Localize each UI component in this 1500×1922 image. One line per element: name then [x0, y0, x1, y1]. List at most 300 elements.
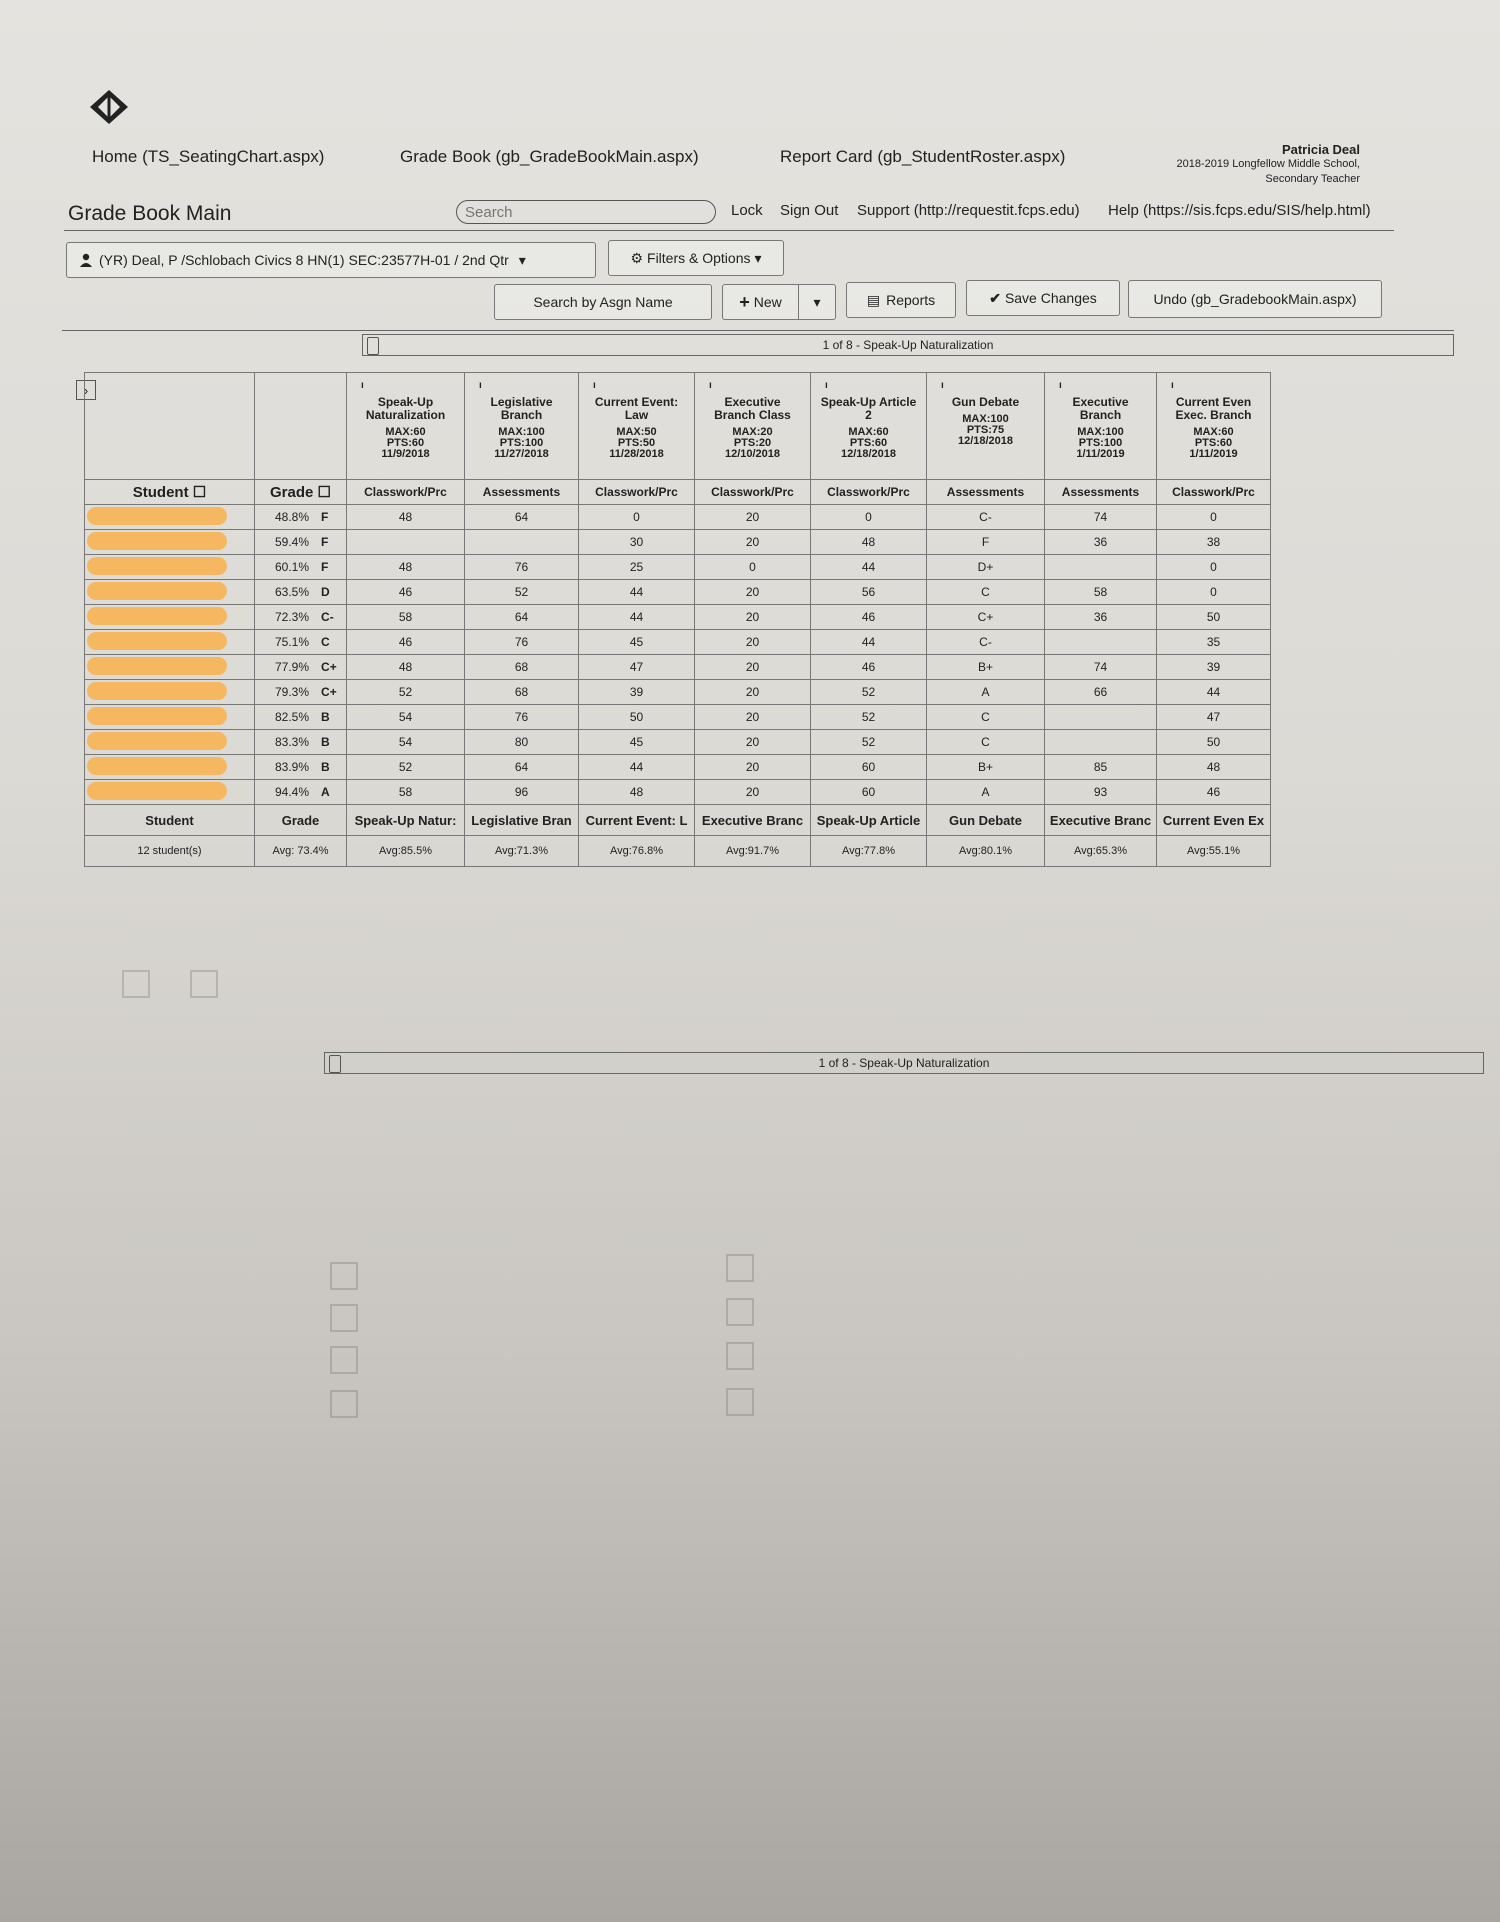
chevron-down-icon: ▾ [518, 251, 526, 268]
header-divider [64, 230, 1394, 231]
table-row[interactable] [85, 730, 1271, 755]
grade-cell [255, 755, 347, 780]
category-row [85, 480, 1271, 505]
assignment-max: MAX:50 [616, 426, 657, 438]
student-name-cell[interactable] [85, 655, 255, 680]
grade-letter: C- [321, 610, 334, 624]
plus-icon: + [739, 291, 750, 312]
category-cell: Assessments [465, 480, 579, 505]
filters-options-label: Filters & Options [647, 250, 751, 266]
assignment-average: Avg:55.1% [1157, 836, 1271, 867]
sort-marker: ı [593, 380, 596, 391]
redacted-student-name [87, 707, 227, 725]
category-cell: Classwork/Prc [695, 480, 811, 505]
assignment-max: MAX:60 [385, 426, 426, 438]
score-cell[interactable] [1045, 555, 1157, 580]
score-cell[interactable]: 50 [1157, 605, 1271, 630]
footer-assignment: Legislative Bran [465, 805, 579, 836]
score-cell[interactable]: 46 [347, 580, 465, 605]
score-cell[interactable]: 44 [579, 580, 695, 605]
search-assignment-input[interactable] [494, 284, 712, 320]
score-cell[interactable]: 48 [811, 530, 927, 555]
student-name-cell[interactable] [85, 705, 255, 730]
assignment-max: MAX:20 [732, 426, 773, 438]
score-cell[interactable]: 74 [1045, 655, 1157, 680]
score-cell[interactable]: 54 [347, 730, 465, 755]
score-cell[interactable]: 50 [579, 705, 695, 730]
score-cell[interactable]: 45 [579, 730, 695, 755]
grade-percent: 60.1% [275, 560, 310, 574]
grade-letter: B [321, 760, 330, 774]
score-cell[interactable] [347, 530, 465, 555]
score-cell[interactable]: 76 [465, 705, 579, 730]
score-cell[interactable]: 0 [579, 505, 695, 530]
redacted-student-name [87, 657, 227, 675]
redacted-student-name [87, 557, 227, 575]
table-row[interactable] [85, 580, 1271, 605]
score-cell[interactable]: 60 [811, 755, 927, 780]
assignment-pts: PTS:60 [386, 437, 425, 449]
grade-letter: C [321, 635, 330, 649]
undo-label: Undo (gb_GradebookMain.aspx) [1153, 291, 1357, 307]
student-name-cell[interactable] [85, 730, 255, 755]
score-cell[interactable]: 45 [579, 630, 695, 655]
grade-percent: 48.8% [275, 510, 310, 524]
student-name-cell[interactable] [85, 780, 255, 805]
assignment-pts: PTS:100 [1078, 437, 1123, 449]
score-cell[interactable] [1045, 730, 1157, 755]
score-cell[interactable]: C- [927, 630, 1045, 655]
assignment-name-2: Branch [1079, 408, 1122, 422]
score-cell[interactable]: B+ [927, 655, 1045, 680]
assignment-name-2: 2 [865, 408, 872, 422]
save-changes-button[interactable] [966, 280, 1120, 316]
score-cell[interactable]: 20 [695, 655, 811, 680]
bleed-through-checkbox [330, 1390, 358, 1418]
grade-letter: C+ [321, 660, 337, 674]
score-cell[interactable]: 85 [1045, 755, 1157, 780]
grade-percent: 77.9% [275, 660, 310, 674]
score-cell[interactable] [1045, 630, 1157, 655]
assignment-name: Executive [724, 395, 781, 409]
assignment-date: 1/11/2019 [1076, 448, 1125, 460]
score-cell[interactable]: 44 [811, 555, 927, 580]
student-column-label: Student [132, 484, 189, 501]
support-link[interactable]: Support (http://requestit.fcps.edu) [857, 202, 1080, 219]
score-cell[interactable]: 0 [1157, 555, 1271, 580]
score-cell[interactable]: 64 [465, 505, 579, 530]
bleed-through-title [450, 44, 459, 74]
assignment-name-2: Naturalization [365, 408, 446, 422]
redacted-student-name [87, 532, 227, 550]
toolbar-divider [62, 330, 1454, 331]
score-cell[interactable]: C+ [927, 605, 1045, 630]
category-cell: Classwork/Prc [579, 480, 695, 505]
redacted-student-name [87, 732, 227, 750]
score-cell[interactable]: 64 [465, 755, 579, 780]
score-cell[interactable]: 52 [347, 755, 465, 780]
assignment-average: Avg:85.5% [347, 836, 465, 867]
footer-assignment: Gun Debate [927, 805, 1045, 836]
redacted-student-name [87, 507, 227, 525]
grade-cell [255, 655, 347, 680]
new-dropdown-toggle[interactable] [798, 284, 836, 320]
assignment-name-2: Law [624, 408, 649, 422]
assignment-date: 12/18/2018 [957, 435, 1014, 447]
assignment-name: Legislative [490, 395, 553, 409]
bleed-through-checkbox [726, 1388, 754, 1416]
header-blank [255, 373, 347, 480]
table-row[interactable] [85, 505, 1271, 530]
score-cell[interactable]: 30 [579, 530, 695, 555]
student-name-cell[interactable] [85, 555, 255, 580]
reports-label: Reports [886, 292, 936, 308]
student-name-cell[interactable] [85, 755, 255, 780]
score-cell[interactable]: 52 [811, 730, 927, 755]
grade-percent: 72.3% [275, 610, 310, 624]
grade-letter: A [321, 785, 330, 799]
category-cell: Classwork/Prc [811, 480, 927, 505]
sort-marker: ı [479, 380, 482, 391]
grade-percent: 75.1% [275, 635, 310, 649]
assignment-header-row [85, 373, 1271, 480]
nav-gradebook-link[interactable]: Grade Book (gb_GradeBookMain.aspx) [400, 147, 699, 166]
assignment-name: Current Event: [594, 395, 679, 409]
score-cell[interactable]: 20 [695, 580, 811, 605]
score-cell[interactable]: 52 [811, 705, 927, 730]
footer-student: Student [85, 805, 255, 836]
assignment-date: 11/27/2018 [494, 448, 549, 460]
score-cell[interactable]: 44 [579, 605, 695, 630]
table-row[interactable] [85, 780, 1271, 805]
chevron-right-icon[interactable]: › [76, 380, 96, 400]
table-row[interactable] [85, 530, 1271, 555]
bleed-through-checkbox [122, 970, 150, 998]
table-row[interactable] [85, 605, 1271, 630]
check-icon: ✔ [989, 289, 1001, 306]
grade-letter: B [321, 710, 330, 724]
category-cell: Classwork/Prc [347, 480, 465, 505]
assignment-max: MAX:60 [1193, 426, 1234, 438]
score-cell[interactable]: 68 [465, 680, 579, 705]
user-name: Patricia Deal [1281, 142, 1360, 157]
assignment-pts: PTS:60 [849, 437, 888, 449]
assignment-date: 1/11/2019 [1189, 448, 1238, 460]
section-selector-label: (YR) Deal, P /Schlobach Civics 8 HN(1) SEC:23577H-01 / 2nd Qtr [99, 252, 509, 268]
score-cell[interactable]: 74 [1045, 505, 1157, 530]
score-cell[interactable]: 39 [1157, 655, 1271, 680]
header-blank [85, 373, 255, 480]
score-cell[interactable]: 52 [465, 580, 579, 605]
assignment-max: MAX:100 [498, 426, 545, 438]
score-cell[interactable]: 93 [1045, 780, 1157, 805]
logo-icon[interactable] [88, 88, 130, 126]
undo-button[interactable] [1128, 280, 1382, 318]
assignment-pts: PTS:100 [499, 437, 544, 449]
redacted-student-name [87, 632, 227, 650]
score-cell[interactable]: 50 [1157, 730, 1271, 755]
score-cell[interactable]: 36 [1045, 605, 1157, 630]
bleed-through-checkbox [330, 1262, 358, 1290]
score-cell[interactable]: 20 [695, 730, 811, 755]
grade-percent: 83.3% [275, 735, 310, 749]
score-cell[interactable]: 38 [1157, 530, 1271, 555]
user-role: Secondary Teacher [1265, 173, 1360, 185]
sort-marker: ı [941, 380, 944, 391]
assignment-name: Current Even [1175, 395, 1252, 409]
nav-reportcard-link[interactable]: Report Card (gb_StudentRoster.aspx) [780, 147, 1066, 166]
footer-grade: Grade [255, 805, 347, 836]
score-cell[interactable]: 56 [811, 580, 927, 605]
score-cell[interactable]: 44 [1157, 680, 1271, 705]
score-cell[interactable]: 36 [1045, 530, 1157, 555]
score-cell[interactable]: 47 [579, 655, 695, 680]
score-cell[interactable]: 39 [579, 680, 695, 705]
help-link[interactable]: Help (https://sis.fcps.edu/SIS/help.html) [1108, 202, 1371, 219]
user-icon [79, 253, 93, 267]
score-cell[interactable]: 46 [811, 605, 927, 630]
student-name-cell[interactable] [85, 630, 255, 655]
score-cell[interactable]: 20 [695, 705, 811, 730]
assignment-name-2: Branch Class [714, 408, 791, 422]
assignment-date: 11/28/2018 [609, 448, 664, 460]
bleed-through-checkbox [726, 1254, 754, 1282]
grade-cell [255, 705, 347, 730]
footer-assignment: Speak-Up Article [811, 805, 927, 836]
assignment-name: Speak-Up [377, 395, 434, 409]
score-cell[interactable]: 54 [347, 705, 465, 730]
table-row[interactable] [85, 755, 1271, 780]
assignment-header[interactable] [1045, 373, 1157, 480]
gear-icon: ⚙ [630, 249, 644, 266]
assignment-header[interactable] [695, 373, 811, 480]
score-cell[interactable]: 47 [1157, 705, 1271, 730]
score-cell[interactable]: 46 [1157, 780, 1271, 805]
footer-count: 12 student(s) [85, 836, 255, 867]
assignment-header[interactable] [347, 373, 465, 480]
grade-column-label: Grade [270, 484, 314, 501]
assignment-max: MAX:100 [962, 413, 1009, 425]
grade-letter: C+ [321, 685, 337, 699]
score-cell[interactable]: 0 [811, 505, 927, 530]
section-selector[interactable] [66, 242, 596, 278]
pager-label: 1 of 8 - Speak-Up Naturalization [818, 1056, 990, 1070]
chevron-down-icon: ▾ [813, 293, 821, 310]
score-cell[interactable]: C- [927, 505, 1045, 530]
score-cell[interactable]: 35 [1157, 630, 1271, 655]
grade-letter: F [321, 560, 329, 574]
assignment-pager-top[interactable] [362, 334, 1454, 356]
assignment-pager-bottom[interactable] [324, 1052, 1484, 1074]
score-cell[interactable]: 0 [1157, 580, 1271, 605]
search-input[interactable] [456, 200, 716, 224]
grade-percent: 63.5% [275, 585, 310, 599]
assignment-header[interactable] [1157, 373, 1271, 480]
score-cell[interactable]: 66 [1045, 680, 1157, 705]
score-cell[interactable]: 20 [695, 630, 811, 655]
footer-assignment: Speak-Up Natur: [347, 805, 465, 836]
assignment-average: Avg:65.3% [1045, 836, 1157, 867]
lock-link[interactable]: Lock [731, 202, 763, 219]
student-name-cell[interactable] [85, 605, 255, 630]
footer-avg: Avg: 73.4% [255, 836, 347, 867]
page-title: Grade Book Main [68, 202, 232, 225]
reports-button[interactable] [846, 282, 956, 318]
table-row[interactable] [85, 680, 1271, 705]
score-cell[interactable]: 76 [465, 630, 579, 655]
score-cell[interactable]: A [927, 680, 1045, 705]
score-cell[interactable]: 25 [579, 555, 695, 580]
grade-cell [255, 530, 347, 555]
footer-assignment: Current Even Ex [1157, 805, 1271, 836]
score-cell[interactable]: 46 [347, 630, 465, 655]
assignment-pts: PTS:50 [617, 437, 656, 449]
assignment-header[interactable] [811, 373, 927, 480]
pager-handle[interactable] [367, 337, 379, 355]
grade-cell [255, 730, 347, 755]
score-cell[interactable]: 60 [811, 780, 927, 805]
redacted-student-name [87, 782, 227, 800]
score-cell[interactable]: 58 [1045, 580, 1157, 605]
grade-cell [255, 630, 347, 655]
sign-out-link[interactable]: Sign Out [780, 202, 839, 219]
score-cell[interactable]: 58 [347, 605, 465, 630]
student-column-header[interactable]: Student ☐ [85, 480, 255, 505]
score-cell[interactable]: 44 [811, 630, 927, 655]
score-cell[interactable]: A [927, 780, 1045, 805]
assignment-average: Avg:71.3% [465, 836, 579, 867]
score-cell[interactable]: 68 [465, 655, 579, 680]
score-cell[interactable]: 48 [579, 780, 695, 805]
score-cell[interactable]: 20 [695, 605, 811, 630]
score-cell[interactable]: C [927, 580, 1045, 605]
grade-letter: F [321, 510, 329, 524]
table-row[interactable] [85, 555, 1271, 580]
assignment-pts: PTS:20 [733, 437, 772, 449]
redacted-student-name [87, 582, 227, 600]
score-cell[interactable]: 48 [347, 655, 465, 680]
assignment-average: Avg:80.1% [927, 836, 1045, 867]
grade-cell [255, 505, 347, 530]
score-cell[interactable]: D+ [927, 555, 1045, 580]
score-cell[interactable]: 96 [465, 780, 579, 805]
grade-letter: F [321, 535, 329, 549]
student-rows [85, 505, 1271, 805]
footer-averages-row [85, 836, 1271, 867]
score-cell[interactable] [465, 530, 579, 555]
pager-label: 1 of 8 - Speak-Up Naturalization [822, 338, 994, 352]
table-row[interactable] [85, 630, 1271, 655]
score-cell[interactable]: 0 [1157, 505, 1271, 530]
filters-options-button[interactable] [608, 240, 784, 276]
new-assignment-button[interactable] [722, 284, 798, 320]
assignment-date: 12/18/2018 [840, 448, 897, 460]
score-cell[interactable]: 76 [465, 555, 579, 580]
nav-home-link[interactable]: Home (TS_SeatingChart.aspx) [92, 147, 325, 166]
assignment-name: Executive [1072, 395, 1129, 409]
footer-assignment: Current Event: L [579, 805, 695, 836]
grade-cell [255, 605, 347, 630]
score-cell[interactable]: 20 [695, 755, 811, 780]
assignment-max: MAX:100 [1077, 426, 1124, 438]
score-cell[interactable] [1045, 705, 1157, 730]
score-cell[interactable]: 48 [1157, 755, 1271, 780]
student-name-cell[interactable] [85, 580, 255, 605]
grade-cell [255, 580, 347, 605]
pager-handle[interactable] [329, 1055, 341, 1073]
score-cell[interactable]: 52 [811, 680, 927, 705]
assignment-average: Avg:91.7% [695, 836, 811, 867]
score-cell[interactable]: 44 [579, 755, 695, 780]
sort-marker: ı [1059, 380, 1062, 391]
score-cell[interactable]: 80 [465, 730, 579, 755]
score-cell[interactable]: 52 [347, 680, 465, 705]
footer-assignment: Executive Branc [695, 805, 811, 836]
assignment-date: 11/9/2018 [381, 448, 430, 460]
assignment-pts: PTS:75 [966, 424, 1005, 436]
sort-marker: ı [1171, 380, 1174, 391]
gradebook-grid [84, 372, 1271, 867]
grade-column-header[interactable]: Grade ☐ [255, 480, 347, 505]
grade-percent: 94.4% [275, 785, 310, 799]
assignment-header[interactable] [927, 373, 1045, 480]
score-cell[interactable]: 20 [695, 530, 811, 555]
reports-icon: ▤ [866, 291, 881, 308]
table-row[interactable] [85, 705, 1271, 730]
assignment-header[interactable] [579, 373, 695, 480]
new-assignment-label: New [753, 294, 782, 310]
grade-letter: B [321, 735, 330, 749]
footer-assignment: Executive Branc [1045, 805, 1157, 836]
save-changes-label: Save Changes [1004, 290, 1097, 306]
assignment-name: Gun Debate [951, 395, 1020, 409]
bleed-through-checkbox [330, 1346, 358, 1374]
assignment-header[interactable] [465, 373, 579, 480]
search-assignment-placeholder: Search by Asgn Name [533, 294, 673, 310]
score-cell[interactable]: 20 [695, 680, 811, 705]
table-row[interactable] [85, 655, 1271, 680]
bleed-through-checkbox [330, 1304, 358, 1332]
assignment-name: Speak-Up Article [820, 395, 917, 409]
assignment-name-2: Branch [500, 408, 543, 422]
sort-marker: ı [709, 380, 712, 391]
chevron-down-icon: ▾ [754, 249, 762, 266]
score-cell[interactable]: 58 [347, 780, 465, 805]
redacted-student-name [87, 682, 227, 700]
student-name-cell[interactable] [85, 505, 255, 530]
grade-percent: 79.3% [275, 685, 310, 699]
score-cell[interactable]: B+ [927, 755, 1045, 780]
score-cell[interactable]: 20 [695, 505, 811, 530]
grade-letter: D [321, 585, 330, 599]
score-cell[interactable]: 64 [465, 605, 579, 630]
category-cell: Assessments [1045, 480, 1157, 505]
score-cell[interactable]: C [927, 730, 1045, 755]
score-cell[interactable]: 46 [811, 655, 927, 680]
student-name-cell[interactable] [85, 680, 255, 705]
assignment-name-2: Exec. Branch [1175, 408, 1252, 422]
score-cell[interactable]: 48 [347, 555, 465, 580]
score-cell[interactable]: F [927, 530, 1045, 555]
bleed-through-checkbox [726, 1342, 754, 1370]
student-name-cell[interactable] [85, 530, 255, 555]
grade-percent: 82.5% [275, 710, 310, 724]
score-cell[interactable]: 48 [347, 505, 465, 530]
grade-cell [255, 555, 347, 580]
score-cell[interactable]: 0 [695, 555, 811, 580]
score-cell[interactable]: 20 [695, 780, 811, 805]
score-cell[interactable]: C [927, 705, 1045, 730]
